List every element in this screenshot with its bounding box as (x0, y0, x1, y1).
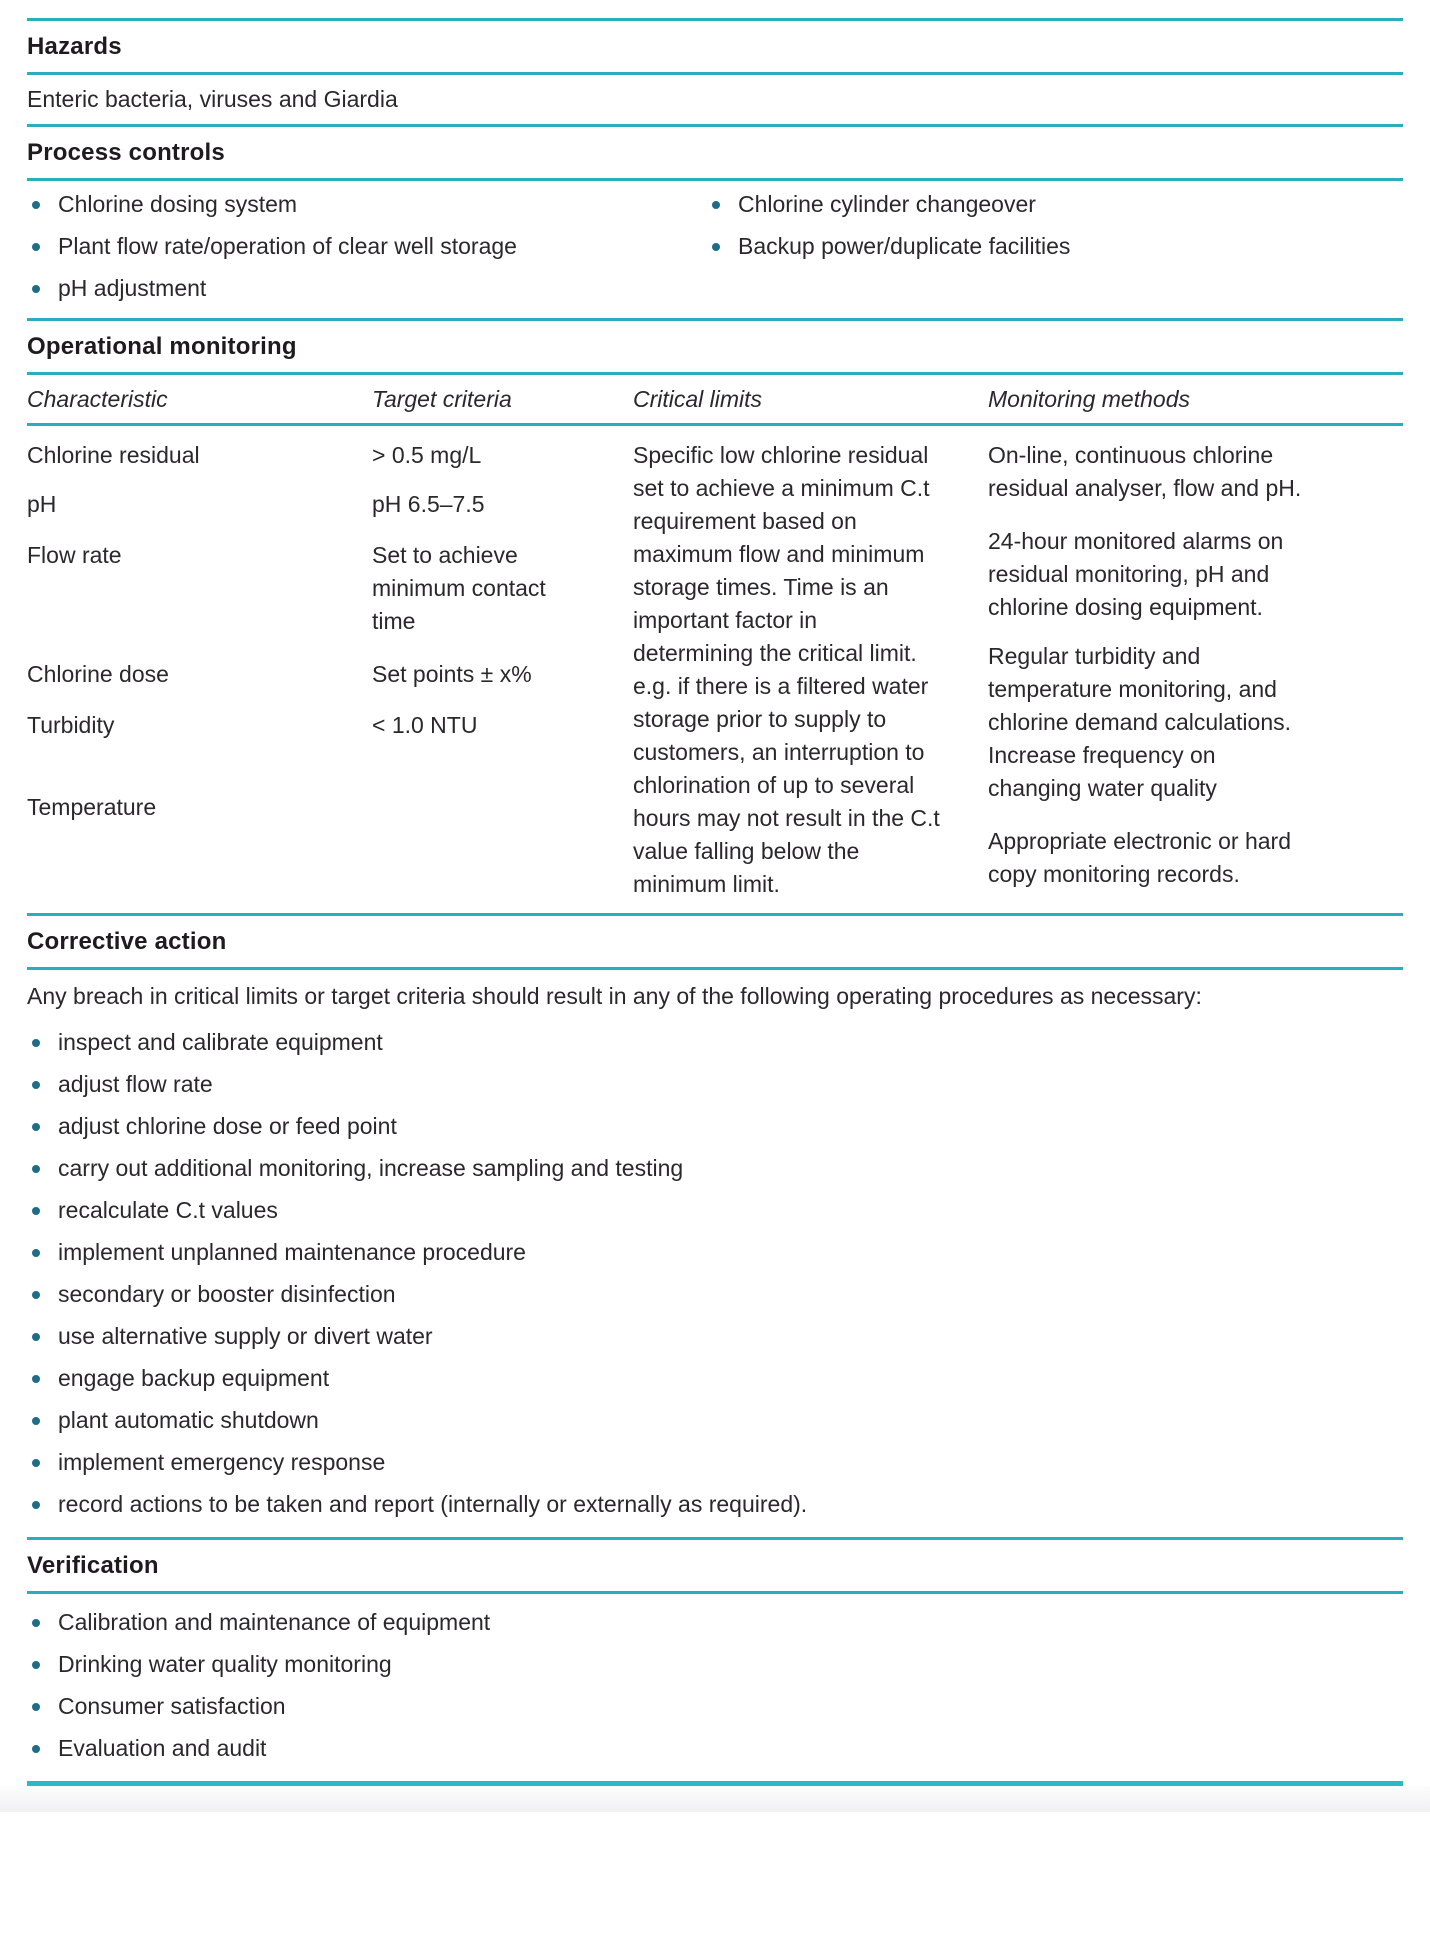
hazards-content: Enteric bacteria, viruses and Giardia (27, 86, 398, 112)
list-item (27, 1320, 1403, 1353)
list-item (707, 230, 1403, 263)
list-item (27, 1152, 1403, 1185)
monitoring-method: Regular turbidity and temperature monitoring, and chlorine demand calculations. Increase frequency on changing water quality (988, 643, 1292, 801)
list-item-label: Consumer satisfaction (58, 1693, 286, 1719)
list-item (27, 188, 707, 221)
section-heading-process-controls: Process controls (27, 139, 225, 166)
bullet-icon (32, 1333, 40, 1341)
list-item-label: Drinking water quality monitoring (58, 1651, 392, 1677)
list-item-label: recalculate C.t values (58, 1197, 278, 1223)
characteristic-value: Flow rate (27, 542, 122, 568)
column-header-target-criteria: Target criteria (372, 386, 512, 412)
list-item-label: Calibration and maintenance of equipment (58, 1609, 491, 1635)
list-item (27, 1606, 1403, 1639)
bullet-icon (32, 1375, 40, 1383)
list-item (27, 230, 707, 263)
list-item (27, 1278, 1403, 1311)
list-item-label: Plant flow rate/operation of clear well storage (58, 233, 517, 259)
critical-limits-column (633, 439, 988, 901)
process-controls-columns (27, 181, 1403, 318)
list-item-label: adjust chlorine dose or feed point (58, 1113, 397, 1139)
list-item (27, 1026, 1403, 1059)
bullet-icon (32, 1291, 40, 1299)
bullet-icon (32, 285, 40, 293)
critical-limits-text: Specific low chlorine residual set to achieve a minimum C.t requirement based on maximum flow and minimum storage times. Time is an important factor in determining the critical limit. e.g. if there is a filtered water storage prior to supply to customers, an interruption to chlorination of up to several hours may not result in the C.t value falling below the minimum limit. (633, 442, 940, 897)
target-criteria-value: > 0.5 mg/L (372, 442, 482, 468)
characteristic-value: Chlorine residual (27, 442, 200, 468)
column-header-monitoring-methods: Monitoring methods (988, 386, 1190, 412)
process-controls-left-list (27, 188, 707, 314)
list-item (27, 1068, 1403, 1101)
characteristic-value: pH (27, 491, 57, 517)
list-item (27, 1732, 1403, 1765)
list-item (27, 1648, 1403, 1681)
monitoring-method: 24-hour monitored alarms on residual monitoring, pH and chlorine dosing equipment. (988, 528, 1284, 620)
list-item-label: implement unplanned maintenance procedure (58, 1239, 526, 1265)
target-criteria-value: pH 6.5–7.5 (372, 491, 485, 517)
bullet-icon (32, 1039, 40, 1047)
bullet-icon (712, 201, 720, 209)
column-header-critical-limits: Critical limits (633, 386, 763, 412)
target-criteria-value: < 1.0 NTU (372, 712, 478, 738)
target-criteria-value: Set to achieve minimum contact time (372, 542, 546, 634)
monitoring-methods-column (988, 439, 1403, 901)
section-heading-corrective-action: Corrective action (27, 928, 227, 955)
corrective-action-intro: Any breach in critical limits or target criteria should result in any of the following operating procedures as necessary: (27, 983, 1202, 1009)
monitoring-table-header (27, 375, 1403, 423)
bullet-icon (32, 201, 40, 209)
bullet-icon (32, 1207, 40, 1215)
list-item (27, 1236, 1403, 1269)
list-item (27, 1690, 1403, 1723)
list-item (27, 1110, 1403, 1143)
list-item (27, 1194, 1403, 1227)
list-item-label: adjust flow rate (58, 1071, 213, 1097)
monitoring-method: On-line, continuous chlorine residual analyser, flow and pH. (988, 442, 1302, 501)
monitoring-method: Appropriate electronic or hard copy monitoring records. (988, 828, 1291, 887)
list-item-label: Backup power/duplicate facilities (738, 233, 1071, 259)
bullet-icon (32, 1459, 40, 1467)
target-criteria-value: Set points ± x% (372, 661, 532, 687)
list-item-label: Chlorine dosing system (58, 191, 298, 217)
bullet-icon (32, 1661, 40, 1669)
corrective-action-list (27, 1026, 1403, 1537)
column-header-characteristic: Characteristic (27, 386, 168, 412)
page-footer-strip (0, 1786, 1430, 1812)
verification-list (27, 1594, 1403, 1775)
list-item-label: Chlorine cylinder changeover (738, 191, 1036, 217)
characteristic-column (27, 439, 372, 901)
list-item-label: carry out additional monitoring, increase sampling and testing (58, 1155, 684, 1181)
process-controls-right-list (707, 188, 1403, 314)
bullet-icon (32, 1745, 40, 1753)
list-item-label: pH adjustment (58, 275, 207, 301)
section-heading-verification: Verification (27, 1552, 159, 1579)
bullet-icon (32, 1165, 40, 1173)
characteristic-value: Temperature (27, 794, 157, 820)
bullet-icon (32, 243, 40, 251)
list-item-label: Evaluation and audit (58, 1735, 267, 1761)
characteristic-value: Chlorine dose (27, 661, 169, 687)
list-item (27, 272, 707, 305)
target-criteria-column (372, 439, 633, 901)
list-item (27, 1446, 1403, 1479)
characteristic-value: Turbidity (27, 712, 115, 738)
section-heading-operational-monitoring: Operational monitoring (27, 333, 297, 360)
list-item-label: plant automatic shutdown (58, 1407, 319, 1433)
list-item-label: engage backup equipment (58, 1365, 330, 1391)
list-item (27, 1404, 1403, 1437)
bullet-icon (32, 1501, 40, 1509)
list-item (707, 188, 1403, 221)
bullet-icon (712, 243, 720, 251)
list-item-label: implement emergency response (58, 1449, 386, 1475)
list-item-label: secondary or booster disinfection (58, 1281, 396, 1307)
bullet-icon (32, 1417, 40, 1425)
bullet-icon (32, 1619, 40, 1627)
bullet-icon (32, 1703, 40, 1711)
list-item-label: use alternative supply or divert water (58, 1323, 433, 1349)
bullet-icon (32, 1123, 40, 1131)
list-item-label: record actions to be taken and report (internally or externally as required). (58, 1491, 808, 1517)
bullet-icon (32, 1081, 40, 1089)
list-item (27, 1488, 1403, 1521)
bullet-icon (32, 1249, 40, 1257)
list-item-label: inspect and calibrate equipment (58, 1029, 383, 1055)
list-item (27, 1362, 1403, 1395)
section-heading-hazards: Hazards (27, 33, 122, 60)
monitoring-table-body (27, 426, 1403, 913)
